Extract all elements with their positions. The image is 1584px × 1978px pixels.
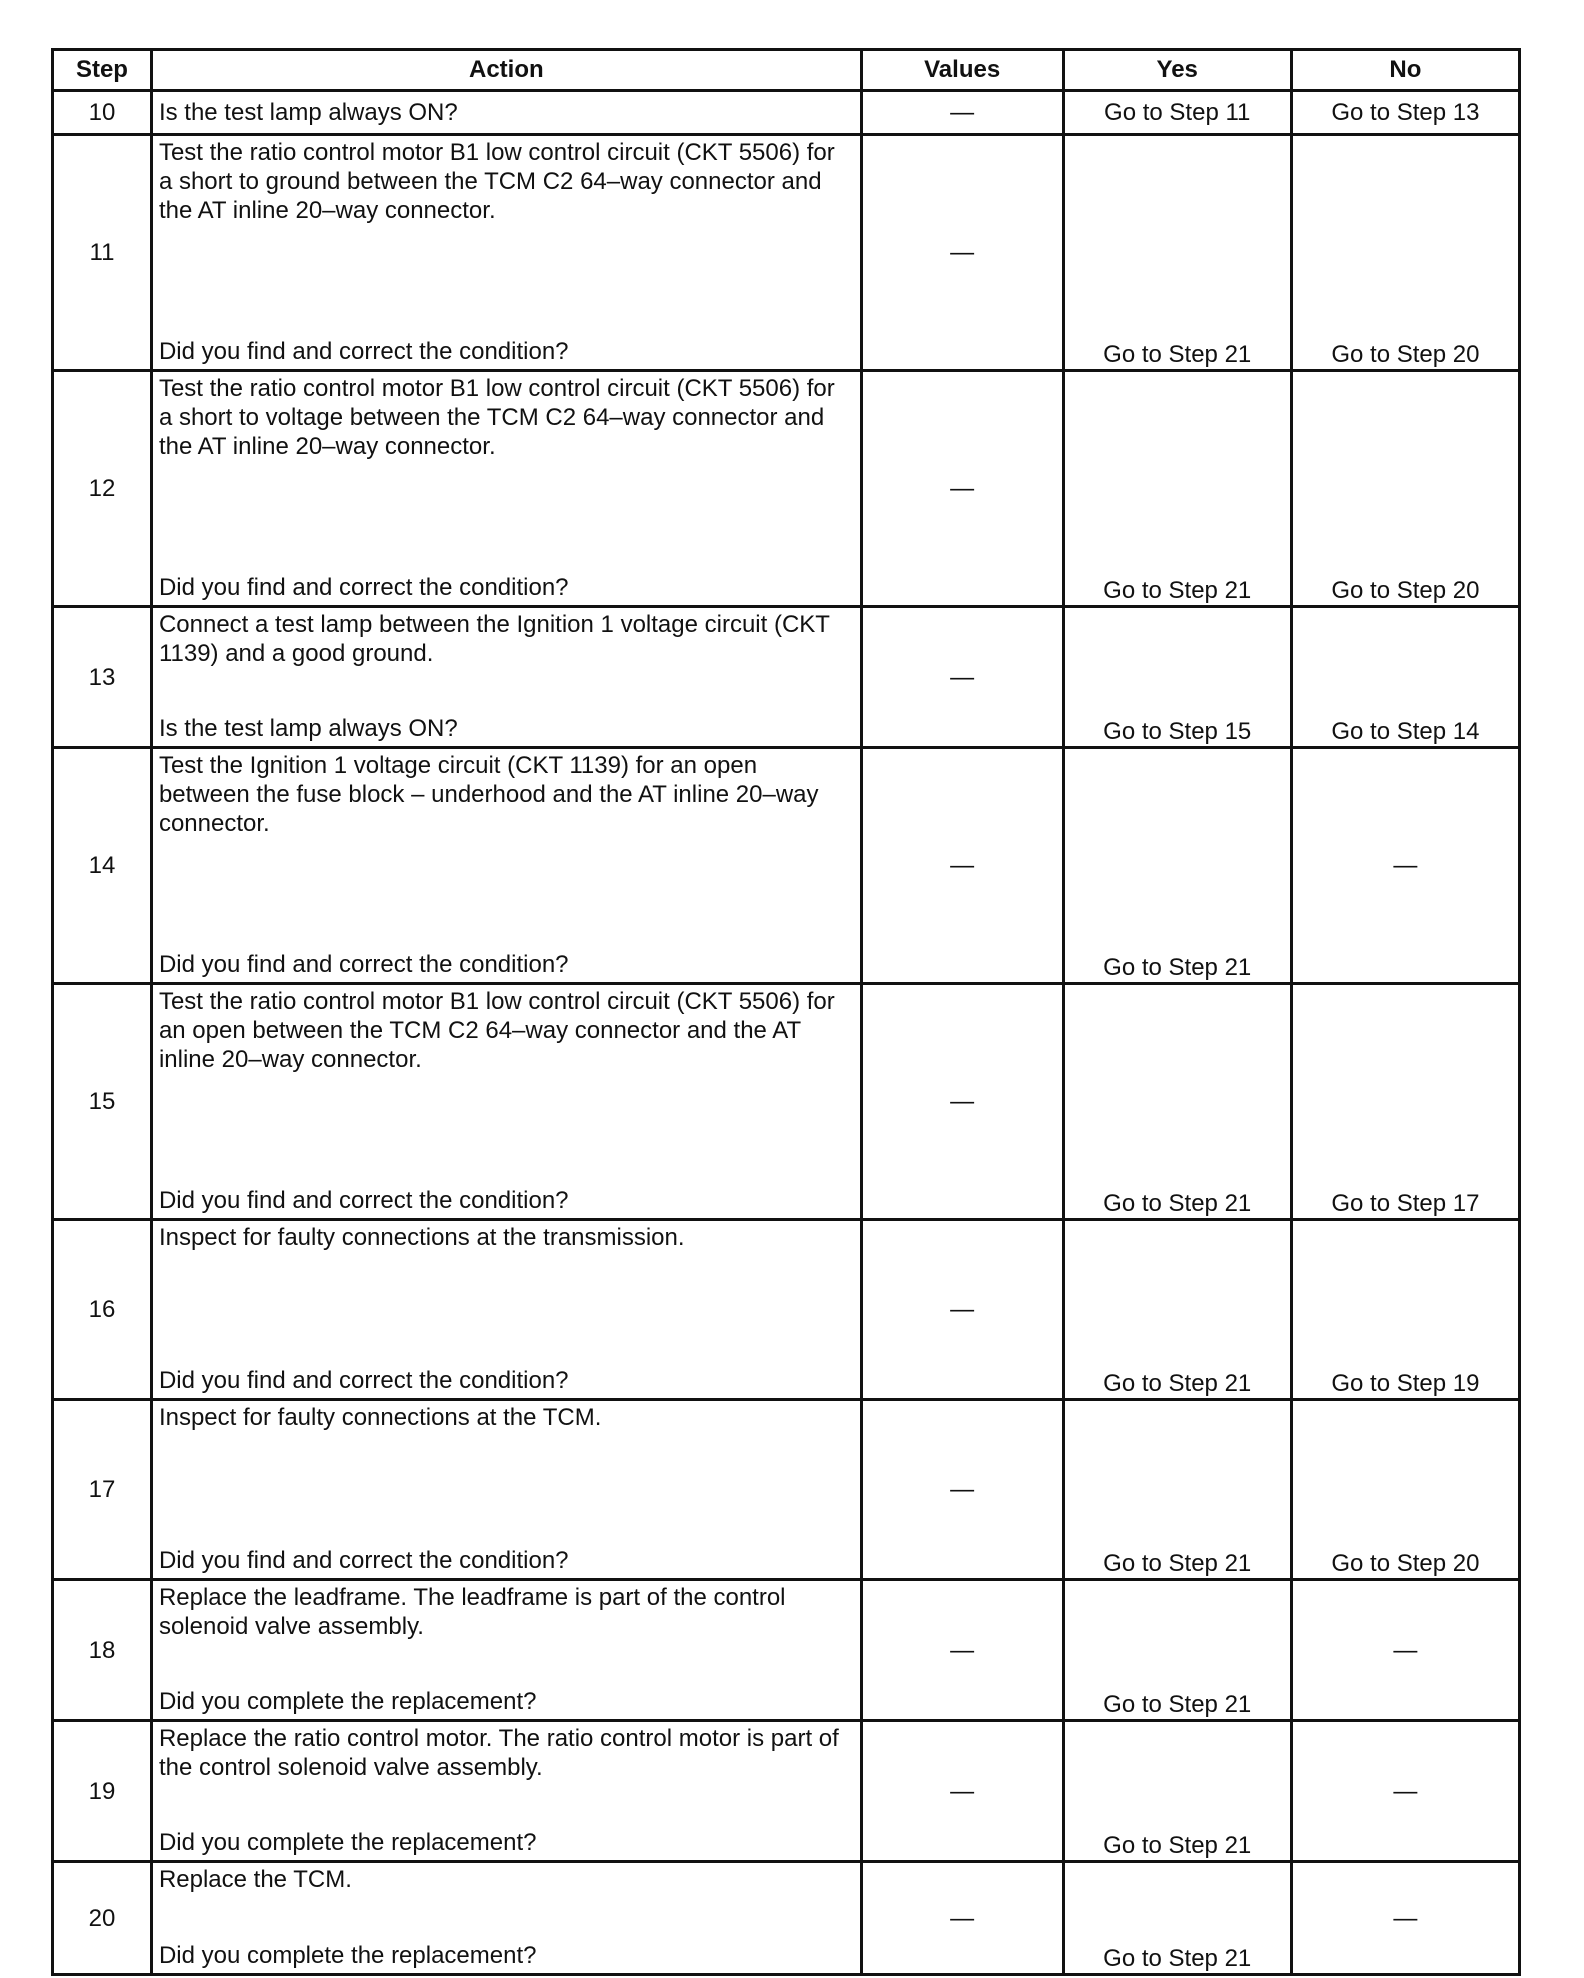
yes-cell: Go to Step 21 — [1063, 371, 1291, 607]
no-cell: — — [1291, 1580, 1519, 1721]
yes-cell: Go to Step 21 — [1063, 1580, 1291, 1721]
no-cell: Go to Step 19 — [1291, 1220, 1519, 1400]
table-row — [53, 1400, 1520, 1580]
no-cell: Go to Step 20 — [1291, 1400, 1519, 1580]
action-content — [153, 985, 860, 1218]
action-content — [153, 92, 860, 133]
action-question: Did you find and correct the condition? — [158, 1547, 569, 1574]
header-row — [53, 50, 1520, 91]
action-question: Is the test lamp always ON? — [158, 98, 458, 126]
no-cell: Go to Step 20 — [1291, 371, 1519, 607]
yes-cell: Go to Step 21 — [1063, 748, 1291, 984]
action-cell — [151, 371, 861, 607]
step-number: 17 — [53, 1400, 152, 1580]
yes-cell: Go to Step 15 — [1063, 607, 1291, 748]
action-content — [153, 608, 860, 746]
table-row — [53, 1862, 1520, 1975]
action-text: Connect a test lamp between the Ignition 1 voltage circuit (CKT 1139) and a good ground. — [158, 611, 830, 667]
yes-cell: Go to Step 11 — [1063, 91, 1291, 135]
table-row — [53, 748, 1520, 984]
action-text: Test the Ignition 1 voltage circuit (CKT 1139) for an open between the fuse block – underhood and the AT inline 20–way connector. — [158, 752, 819, 837]
action-text: Test the ratio control motor B1 low control circuit (CKT 5506) for a short to voltage between the TCM C2 64–way connector and the AT inline 20–way connector. — [158, 375, 835, 460]
action-text: Replace the TCM. — [158, 1866, 352, 1893]
header-step: Step — [53, 50, 152, 91]
step-number: 10 — [53, 91, 152, 135]
values-cell: — — [861, 1862, 1063, 1975]
yes-cell: Go to Step 21 — [1063, 1862, 1291, 1975]
no-cell: Go to Step 14 — [1291, 607, 1519, 748]
table-row — [53, 371, 1520, 607]
table-row — [53, 1580, 1520, 1721]
step-number: 19 — [53, 1721, 152, 1862]
action-question: Did you find and correct the condition? — [158, 338, 569, 365]
no-cell: — — [1291, 1862, 1519, 1975]
step-number: 13 — [53, 607, 152, 748]
diagnostic-table — [51, 48, 1521, 1976]
action-cell — [151, 135, 861, 371]
action-content — [153, 1863, 860, 1973]
yes-cell: Go to Step 21 — [1063, 1400, 1291, 1580]
step-number: 14 — [53, 748, 152, 984]
action-question: Did you complete the replacement? — [158, 1942, 537, 1969]
action-question: Did you find and correct the condition? — [158, 1367, 569, 1394]
values-cell: — — [861, 748, 1063, 984]
values-cell: — — [861, 1580, 1063, 1721]
action-text: Inspect for faulty connections at the TCM. — [158, 1404, 602, 1431]
values-cell: — — [861, 1721, 1063, 1862]
action-cell — [151, 1721, 861, 1862]
action-question: Did you complete the replacement? — [158, 1829, 537, 1856]
action-cell — [151, 91, 861, 135]
no-cell: Go to Step 13 — [1291, 91, 1519, 135]
action-text: Replace the leadframe. The leadframe is part of the control solenoid valve assembly. — [158, 1584, 786, 1640]
header-no: No — [1291, 50, 1519, 91]
action-cell — [151, 1862, 861, 1975]
action-question: Is the test lamp always ON? — [158, 715, 458, 742]
action-cell — [151, 984, 861, 1220]
action-content — [153, 1221, 860, 1398]
values-cell: — — [861, 1220, 1063, 1400]
action-content — [153, 1722, 860, 1860]
action-cell — [151, 607, 861, 748]
action-content — [153, 749, 860, 982]
table-row — [53, 1721, 1520, 1862]
action-cell — [151, 748, 861, 984]
action-question: Did you find and correct the condition? — [158, 951, 569, 978]
table-row — [53, 607, 1520, 748]
action-cell — [151, 1220, 861, 1400]
action-question: Did you complete the replacement? — [158, 1688, 537, 1715]
action-text: Test the ratio control motor B1 low control circuit (CKT 5506) for an open between the TCM C2 64–way connector and the AT inline 20–way connector. — [158, 988, 835, 1073]
action-question: Did you find and correct the condition? — [158, 1187, 569, 1214]
table-row — [53, 91, 1520, 135]
header-yes: Yes — [1063, 50, 1291, 91]
yes-cell: Go to Step 21 — [1063, 1220, 1291, 1400]
action-content — [153, 372, 860, 605]
step-number: 16 — [53, 1220, 152, 1400]
step-number: 18 — [53, 1580, 152, 1721]
values-cell: — — [861, 91, 1063, 135]
header-action: Action — [151, 50, 861, 91]
action-cell — [151, 1400, 861, 1580]
table-row — [53, 1220, 1520, 1400]
action-content — [153, 1581, 860, 1719]
step-number: 12 — [53, 371, 152, 607]
action-question: Did you find and correct the condition? — [158, 574, 569, 601]
action-content — [153, 136, 860, 369]
values-cell: — — [861, 135, 1063, 371]
values-cell: — — [861, 984, 1063, 1220]
no-cell: Go to Step 20 — [1291, 135, 1519, 371]
action-text: Inspect for faulty connections at the transmission. — [158, 1224, 685, 1251]
header-values: Values — [861, 50, 1063, 91]
values-cell: — — [861, 371, 1063, 607]
action-cell — [151, 1580, 861, 1721]
table-row — [53, 135, 1520, 371]
yes-cell: Go to Step 21 — [1063, 984, 1291, 1220]
step-number: 11 — [53, 135, 152, 371]
step-number: 15 — [53, 984, 152, 1220]
table-row — [53, 984, 1520, 1220]
no-cell: Go to Step 17 — [1291, 984, 1519, 1220]
no-cell: — — [1291, 1721, 1519, 1862]
action-content — [153, 1401, 860, 1578]
yes-cell: Go to Step 21 — [1063, 135, 1291, 371]
values-cell: — — [861, 607, 1063, 748]
step-number: 20 — [53, 1862, 152, 1975]
action-text: Test the ratio control motor B1 low control circuit (CKT 5506) for a short to ground between the TCM C2 64–way connector and the AT inline 20–way connector. — [158, 139, 835, 224]
yes-cell: Go to Step 21 — [1063, 1721, 1291, 1862]
no-cell: — — [1291, 748, 1519, 984]
action-text: Replace the ratio control motor. The ratio control motor is part of the control solenoid valve assembly. — [158, 1725, 839, 1781]
values-cell: — — [861, 1400, 1063, 1580]
